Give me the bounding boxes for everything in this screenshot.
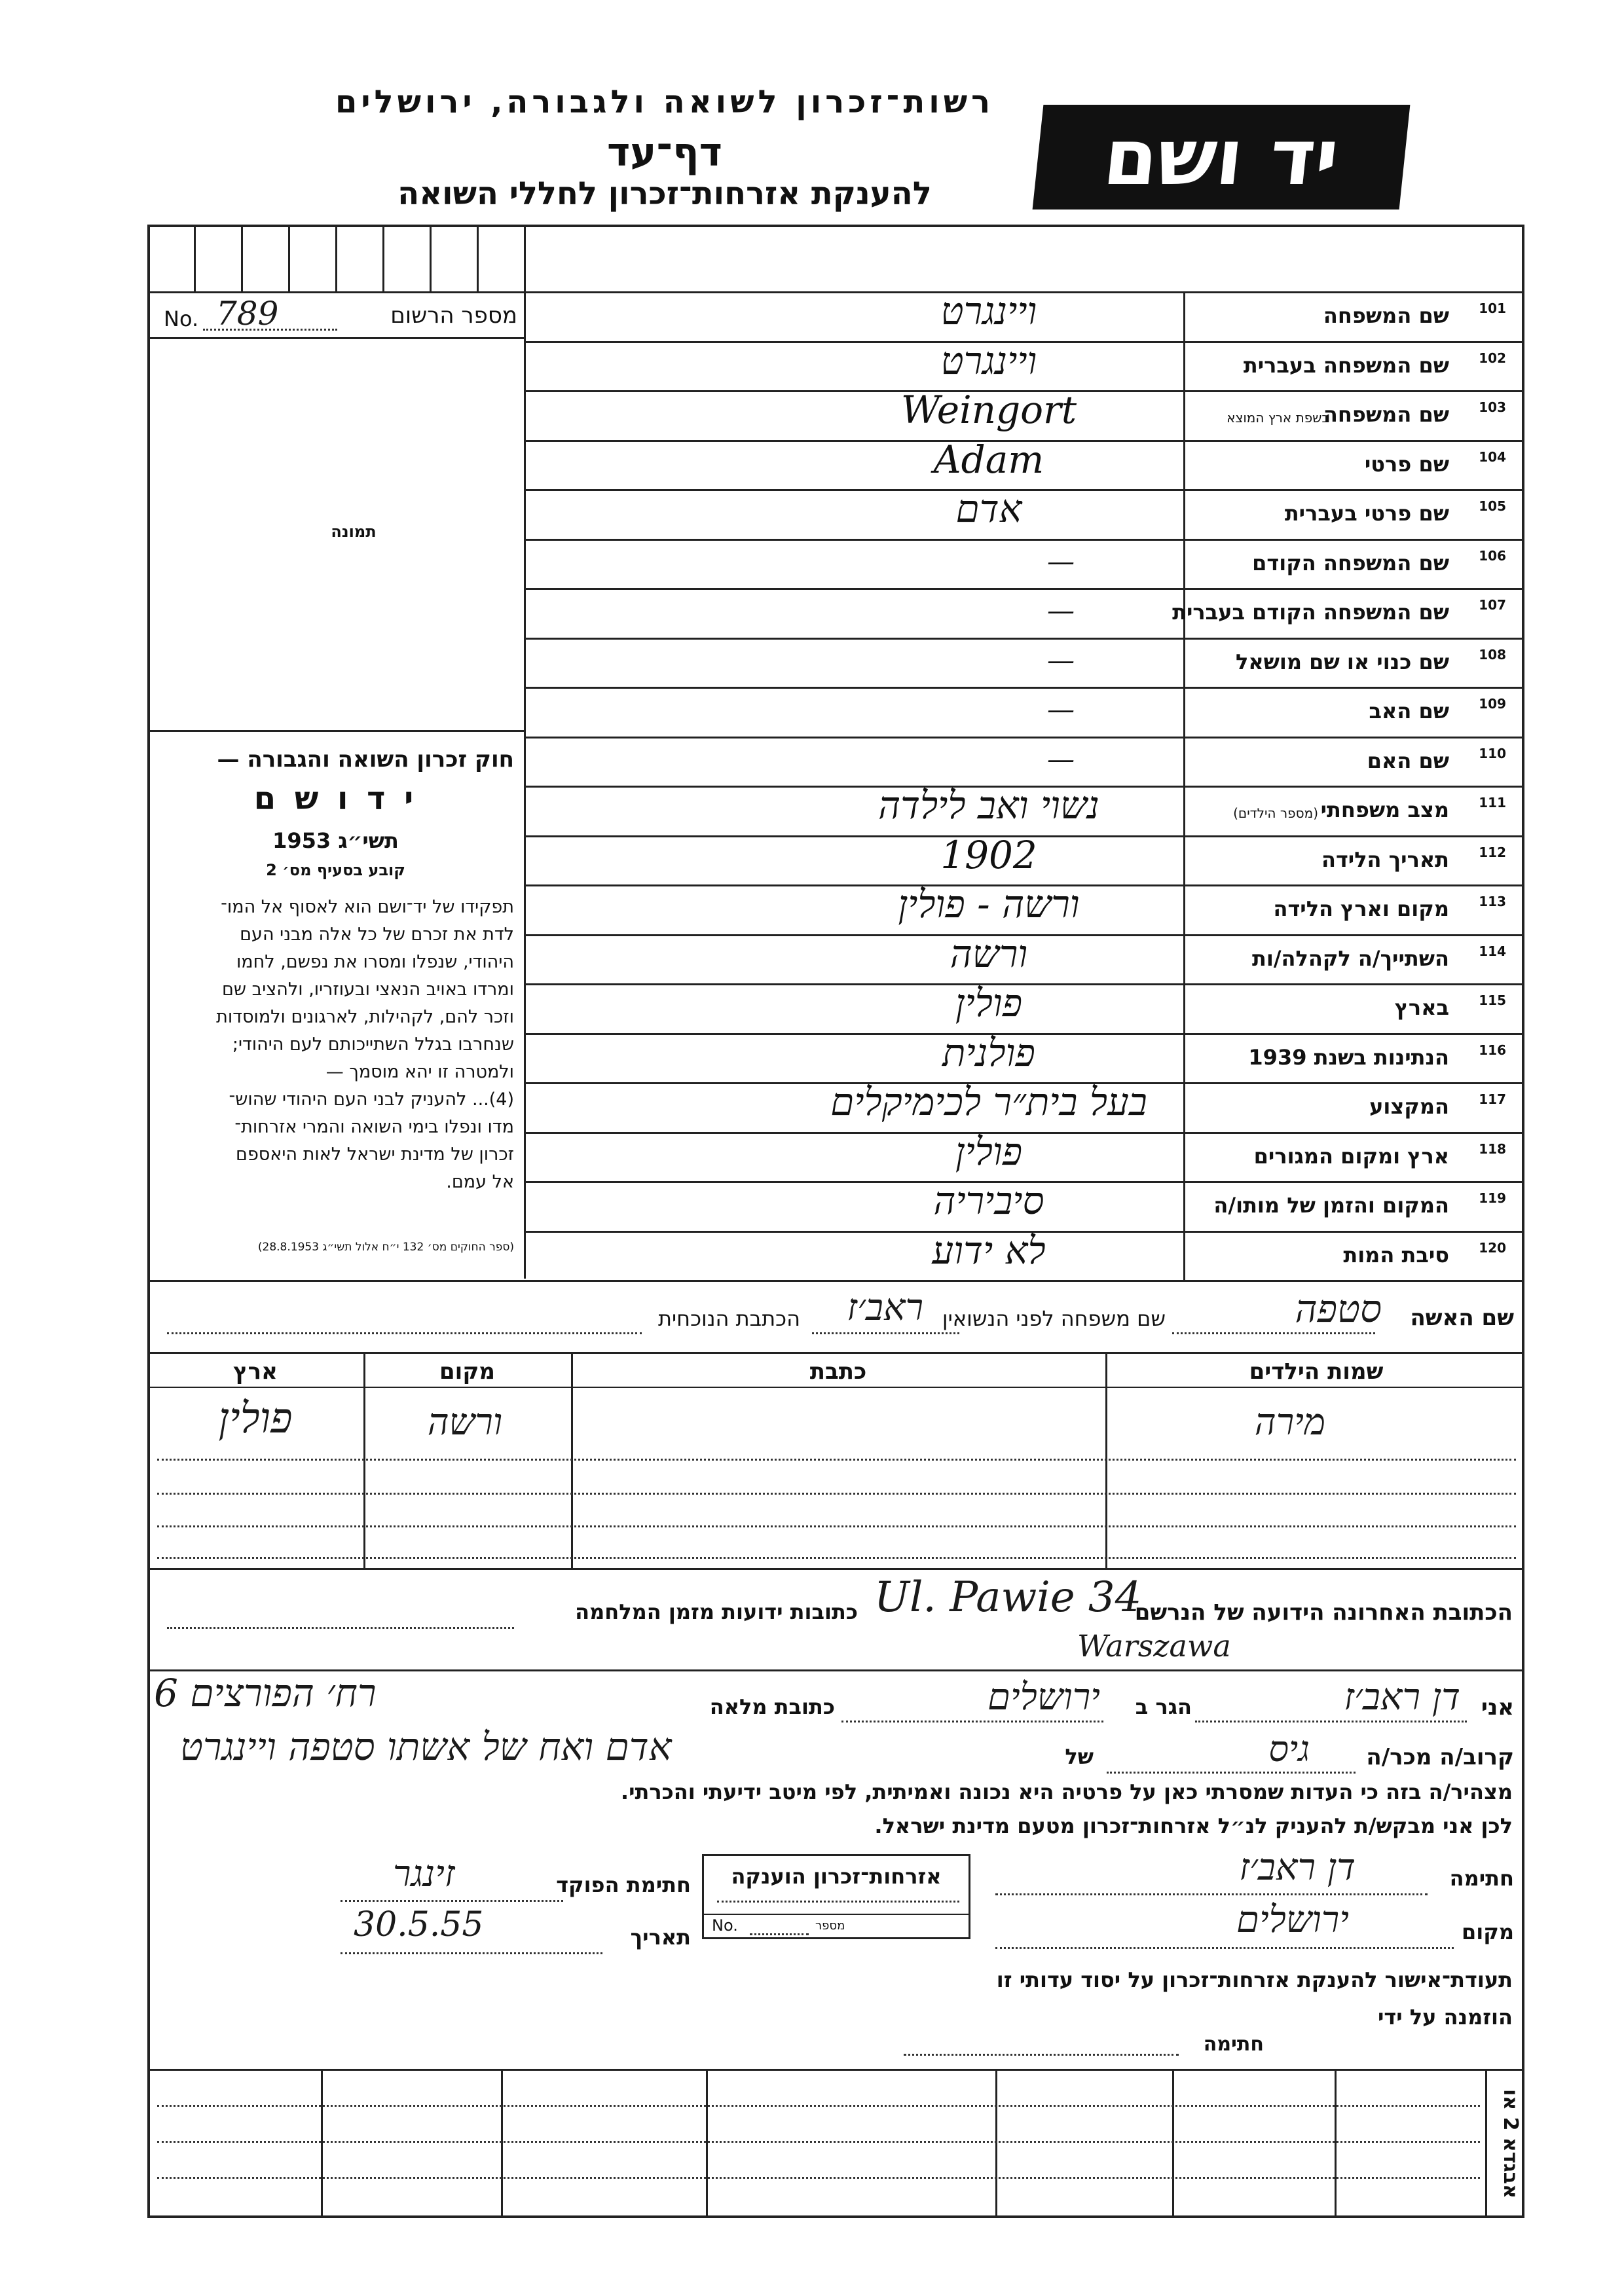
- field-label: הנתינות בשנת 1939: [1248, 1045, 1449, 1070]
- certificate-signature-row: [904, 2026, 1264, 2059]
- field-number: 117: [1479, 1091, 1506, 1107]
- field-row-105: [524, 486, 1524, 539]
- field-value: לא ידוע: [932, 1228, 1046, 1273]
- field-value: 1902: [940, 833, 1037, 877]
- field-value: בעל בית״ר לכימיקלים: [830, 1080, 1147, 1124]
- officer-date-label: תאריך: [630, 1925, 691, 1950]
- declarant-city: ירושלים: [987, 1676, 1100, 1719]
- field-label: שם המשפחה: [1323, 402, 1449, 427]
- field-value: אדם: [955, 486, 1022, 531]
- field-number: 107: [1479, 597, 1506, 613]
- maiden-name: ראב׳ז: [847, 1286, 923, 1329]
- field-value: ורשה: [950, 932, 1028, 976]
- ani-label: אני: [1481, 1694, 1514, 1721]
- field-value: נשוי ואב לילדה: [878, 783, 1099, 828]
- field-row-108: [524, 638, 1524, 687]
- officer-signature: זינגר: [393, 1853, 455, 1895]
- place-label: מקום: [1462, 1920, 1514, 1944]
- field-label: המקום והזמן של מותו/ה: [1213, 1193, 1449, 1218]
- field-number: 106: [1479, 548, 1506, 564]
- signature-label: חתימה: [1449, 1866, 1514, 1891]
- field-number: 113: [1479, 894, 1506, 909]
- field-row-107: [524, 588, 1524, 638]
- officer-signature-label: חתימת הפוקד: [556, 1872, 691, 1897]
- of-label: של: [1065, 1744, 1094, 1769]
- last-address-label: הכתובת האחרונה הידועה של הנרשם: [1134, 1599, 1513, 1626]
- child-name: מירה: [1254, 1401, 1326, 1444]
- field-label: בארץ: [1394, 995, 1449, 1020]
- last-address-line2: Warszawa: [1077, 1628, 1231, 1664]
- resident-label: הגר ב: [1135, 1694, 1192, 1719]
- logo-text: יד ושם: [1099, 112, 1343, 202]
- box-number-label: מספר: [815, 1919, 845, 1933]
- child-place: ורשה: [427, 1401, 503, 1444]
- field-number: 110: [1479, 746, 1506, 761]
- field-row-112: [524, 835, 1524, 885]
- field-label: שם פרטי: [1364, 452, 1449, 477]
- field-value: פולין: [955, 981, 1023, 1025]
- children-header-names: שמות הילדים: [1249, 1358, 1384, 1385]
- certificate-line-2: הוזמנה על ידי: [1377, 2005, 1513, 2030]
- declaration-text-1: מצהיר/ה בזה כי העדות שמסרתי כאן על פרטיה היא נכונה ואמיתית, לפי מיטב ידיעתי והכרתי.: [620, 1779, 1513, 1804]
- wife-row: [154, 1286, 1519, 1342]
- box-no-label: No.: [712, 1916, 738, 1935]
- field-number: 114: [1479, 943, 1506, 959]
- field-number: 102: [1479, 350, 1506, 366]
- field-value: פולין: [955, 1129, 1023, 1174]
- registration-no-label: No.: [164, 306, 199, 331]
- logo: [1033, 105, 1411, 210]
- law-year: תשי״ג 1953: [272, 828, 399, 853]
- maiden-name-label: שם משפחה לפני הנשואין: [942, 1306, 1166, 1331]
- wife-name: סטפה: [1295, 1286, 1382, 1331]
- field-value: —: [1047, 594, 1075, 627]
- citizenship-granted-box: [702, 1854, 970, 1939]
- field-label-note: בשפת ארץ המוצא: [1227, 410, 1329, 426]
- field-row-110: [524, 737, 1524, 786]
- field-label: שם המשפחה: [1323, 303, 1449, 328]
- last-address-line1: Ul. Pawie 34: [874, 1573, 1142, 1622]
- field-label: ארץ ומקום המגורים: [1253, 1144, 1449, 1169]
- registration-number-value: 789: [216, 295, 279, 333]
- declarant-signature-row: [982, 1846, 1519, 1899]
- field-number: 108: [1479, 647, 1506, 663]
- field-row-114: [524, 934, 1524, 984]
- field-row-118: [524, 1129, 1524, 1182]
- field-row-119: [524, 1178, 1524, 1231]
- last-address-row: [154, 1568, 1519, 1666]
- institution-title: רשות־זכרון לשואה ולגבורה, ירושלים: [335, 84, 995, 120]
- field-value: —: [1047, 644, 1075, 676]
- field-number: 103: [1479, 399, 1506, 415]
- officer-date: 30.5.55: [354, 1905, 484, 1944]
- law-footnote: (ספר החוקים מס׳ 132 י״ח אלול תשי״ג 28.8.1953): [257, 1241, 514, 1254]
- certificate-signature-label: חתימה: [1203, 2033, 1264, 2056]
- field-label: שם כנוי או שם מושאל: [1235, 649, 1449, 674]
- children-header-place: מקום: [439, 1358, 495, 1385]
- field-label: שם המשפחה בעברית: [1243, 353, 1449, 378]
- full-address-label: כתובת מלאה: [709, 1694, 835, 1719]
- declarant-signature: דן ראב׳ז: [1239, 1846, 1356, 1889]
- field-label: מקום וארץ הלידה: [1273, 896, 1449, 921]
- field-value: —: [1047, 693, 1075, 725]
- law-line: אל עמם.: [446, 1172, 514, 1192]
- field-number: 115: [1479, 993, 1506, 1008]
- field-row-113: [524, 884, 1524, 934]
- field-number: 112: [1479, 845, 1506, 860]
- declarant-line2: [154, 1724, 1519, 1777]
- field-row-115: [524, 983, 1524, 1033]
- field-label: המקצוע: [1369, 1094, 1449, 1119]
- field-number: 111: [1479, 795, 1506, 811]
- photo-label: תמונה: [331, 522, 377, 541]
- war-address-label: כתובות ידועות מזמן המלחמה: [575, 1599, 858, 1624]
- declarant-place: ירושלים: [1236, 1899, 1349, 1941]
- field-label: שם האב: [1369, 699, 1449, 723]
- registration-number: [164, 295, 517, 334]
- field-row-120: [524, 1228, 1524, 1281]
- field-number: 120: [1479, 1240, 1506, 1256]
- law-name: י ד ו ש ם: [253, 780, 418, 817]
- field-value: פולנית: [942, 1030, 1035, 1075]
- law-line: מדו ונפלו בימי השואה והמרי אזרחות־: [234, 1117, 514, 1137]
- field-value: סיביריה: [933, 1178, 1044, 1223]
- law-line: וזכר להם, לקהילות, לארגונים ולמוסדות: [216, 1007, 514, 1027]
- field-number: 101: [1479, 301, 1506, 316]
- field-label-note: (מספר הילדים): [1233, 805, 1318, 821]
- law-line: (4)... להעניק לבני העם היהודי שהוש־: [229, 1089, 514, 1110]
- children-header-country: ארץ: [233, 1358, 278, 1385]
- field-label: תאריך הלידה: [1321, 847, 1449, 872]
- declarant-name: דן ראב׳ז: [1344, 1676, 1460, 1719]
- declaration-text-2: לכן אני מבקש/ת להעניק לנ״ל אזרחות־זכרון מטעם מדינת ישראל.: [874, 1813, 1513, 1838]
- field-value: ויינגרט: [940, 289, 1037, 333]
- citizenship-granted-title: אזרחות־זכרון הוענקה: [731, 1864, 942, 1889]
- law-line: ומרדו באויב הנאצי ובעוזריו, ולהציב שם: [221, 979, 514, 1000]
- relation-label: קרוב/ה מכר/ה: [1366, 1744, 1514, 1770]
- field-row-111: [524, 783, 1524, 835]
- wife-label: שם האשה: [1410, 1305, 1514, 1331]
- certificate-line-1: תעודת־אישור להענקת אזרחות־זכרון על יסוד עדותי זו: [996, 1967, 1513, 1992]
- field-label: סיבת המות: [1343, 1243, 1449, 1267]
- law-line: תפקידו של יד־ושם הוא לאסוף אל המו־: [221, 897, 514, 917]
- field-number: 105: [1479, 498, 1506, 514]
- of-value: אדם ואח של אשתו סטפה ויינגרט: [180, 1724, 672, 1769]
- field-label: שם המשפחה הקודם בעברית: [1172, 600, 1449, 625]
- field-label: שם האם: [1367, 748, 1449, 773]
- field-label: שם המשפחה הקודם: [1252, 551, 1449, 575]
- form-title: דף־עד: [607, 130, 722, 175]
- law-text: [157, 894, 514, 1196]
- law-line: שנחרבו בגלל השתייכותם לעם היהודי;: [232, 1034, 514, 1055]
- child-country: פולין: [218, 1394, 293, 1443]
- law-line: היהודי, שנפלו ומסרו את נפשם, לחמו: [236, 952, 514, 972]
- field-row-104: [524, 437, 1524, 490]
- form-subtitle: להענקת אזרחות־זכרון לחללי השואה: [397, 175, 932, 212]
- law-line: לדת את זכרם של כל אלה מבני העם: [240, 924, 514, 945]
- law-clause: קובע בסעיף מס׳ 2: [266, 861, 405, 879]
- field-row-106: [524, 539, 1524, 589]
- officer-date-row: [341, 1905, 691, 1958]
- law-title: חוק זכרון השואה והגבורה —: [217, 746, 514, 773]
- field-row-103: [524, 390, 1524, 440]
- field-value: —: [1047, 545, 1075, 577]
- declarant-line1: [154, 1671, 1519, 1725]
- field-number: 104: [1479, 449, 1506, 465]
- relation-value: גיס: [1268, 1728, 1310, 1770]
- field-label: השתייך/ה לקהלה/ות: [1251, 946, 1449, 971]
- field-value: —: [1047, 743, 1075, 775]
- field-number: 116: [1479, 1042, 1506, 1058]
- wife-address-label: הכתבת הנוכחית: [657, 1306, 800, 1331]
- field-number: 118: [1479, 1141, 1506, 1157]
- declarant-place-row: [982, 1899, 1519, 1951]
- law-line: זכרון של מדינת ישראל לאות היאספם: [236, 1144, 514, 1165]
- field-row-101: [524, 291, 1524, 341]
- field-value: Weingort: [900, 388, 1077, 432]
- field-row-116: [524, 1030, 1524, 1083]
- children-header-address: כתבת: [809, 1358, 867, 1385]
- field-value: ורשה - פולין: [898, 882, 1080, 926]
- law-block: [157, 746, 514, 1270]
- field-label: שם פרטי בעברית: [1284, 501, 1449, 526]
- side-code: אבגדא 2 או: [1499, 2088, 1522, 2198]
- law-line: ולמטרה זו יהא מוסמך —: [325, 1062, 514, 1082]
- officer-signature-row: [341, 1853, 691, 1905]
- full-address: רח׳ הפורצים 6: [154, 1671, 377, 1715]
- field-number: 109: [1479, 696, 1506, 712]
- field-row-109: [524, 687, 1524, 737]
- field-row-117: [524, 1082, 1524, 1132]
- field-value: Adam: [933, 437, 1044, 482]
- field-label: מצב משפחתי: [1320, 797, 1449, 822]
- field-row-102: [524, 338, 1524, 391]
- registration-label: מספר הרשום: [390, 302, 517, 329]
- field-value: ויינגרט: [940, 338, 1037, 383]
- field-number: 119: [1479, 1190, 1506, 1206]
